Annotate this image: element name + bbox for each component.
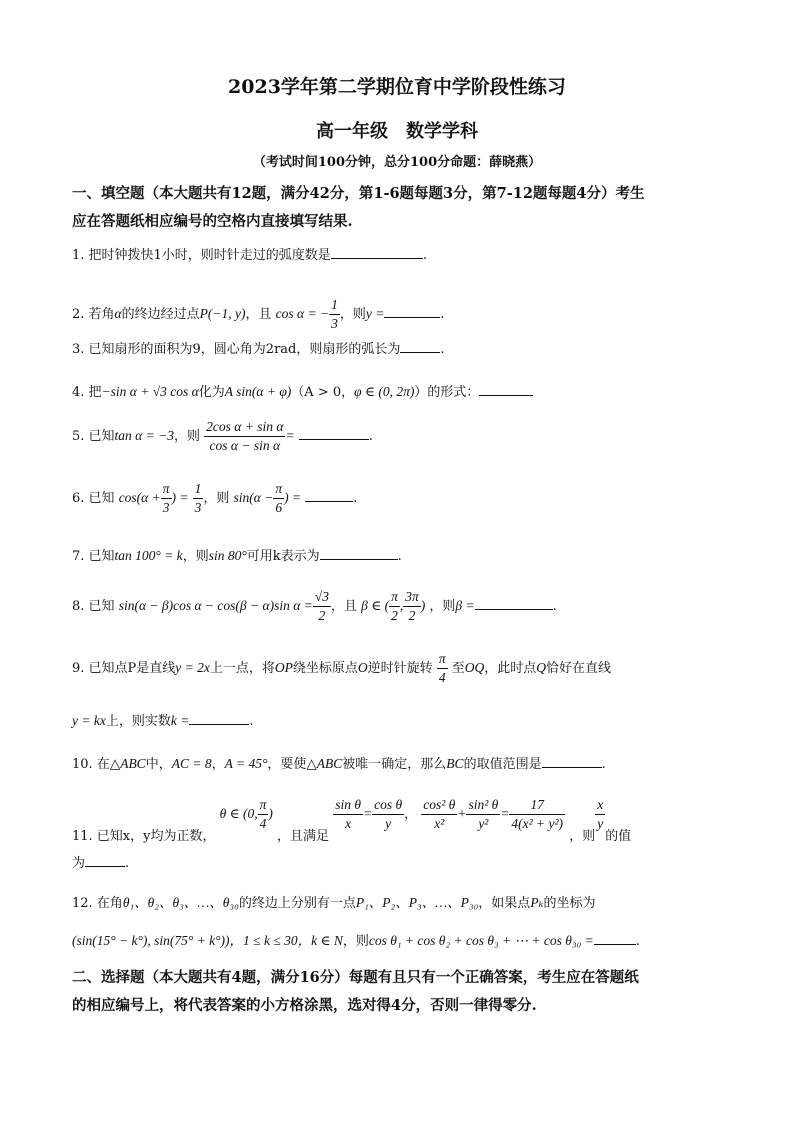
question-11 (72, 796, 732, 844)
text-fragment: π (389, 588, 400, 607)
question-9-line-2 (72, 710, 732, 732)
math-expression: sin 80° (208, 548, 247, 563)
math-expression: = (362, 806, 373, 821)
math-expression: = (500, 806, 510, 821)
section-fill-header: 一、填空题（本大题共有12题，满分42分，第1-6题每题3分，第7-12题每题4分）考生 应在答题纸相应编号的空格内直接填写结果. (72, 185, 645, 230)
text-fragment: 2. 若角 (72, 307, 115, 322)
math-fraction (466, 796, 500, 833)
question-11-line-2 (72, 852, 732, 874)
answer-blank[interactable] (384, 303, 440, 318)
text-fragment: 3π (403, 588, 421, 607)
text-fragment: 可用k表示为 (246, 549, 320, 564)
text-fragment: . (125, 856, 130, 871)
text-fragment: 恰好在直线 (546, 661, 612, 676)
question-9 (72, 650, 732, 687)
text-fragment: x² (434, 816, 445, 831)
math-expression: ，k ∈ N (297, 933, 343, 948)
text-fragment: ）的形式： (414, 385, 480, 400)
math-expression: (sin(15° − k°), sin(75° + k°)) (72, 933, 230, 948)
text-fragment: 逆时针旋转 (367, 661, 433, 676)
math-fraction (437, 650, 448, 687)
question-10 (72, 753, 732, 775)
text-fragment: . (440, 342, 445, 357)
text-fragment: ，则 (173, 429, 200, 444)
text-fragment: ，则 (429, 599, 456, 614)
text-fragment: 10. 在 (72, 757, 110, 772)
math-expression: Pₖ (530, 895, 544, 910)
text-fragment: ，则 (342, 934, 369, 949)
answer-blank[interactable] (299, 425, 369, 440)
text-fragment: 2 (391, 608, 398, 623)
math-fraction (421, 796, 457, 833)
math-fraction (313, 588, 331, 625)
math-expression: y = (365, 306, 385, 321)
answer-blank[interactable] (189, 710, 249, 725)
math-expression: cos(α + (118, 490, 161, 505)
math-fraction (595, 796, 605, 833)
question-12 (72, 893, 732, 914)
math-expression: cos α = − (275, 306, 330, 321)
text-fragment: . (249, 714, 254, 729)
text-fragment: . (368, 429, 373, 444)
text-fragment: . (353, 491, 358, 506)
text-fragment: x (595, 796, 605, 815)
text-fragment: cos² θ (421, 796, 457, 815)
math-fraction (161, 480, 172, 517)
text-fragment: 3. 已知扇形的面积为9，圆心角为2rad，则扇形的弧长为 (72, 342, 401, 357)
math-expression: P(−1, y) (199, 306, 246, 321)
math-fraction (389, 588, 400, 625)
answer-blank[interactable] (542, 753, 602, 768)
math-expression: ) (268, 806, 273, 821)
text-fragment: 3 (194, 500, 202, 515)
question-5 (72, 418, 732, 455)
answer-blank[interactable] (305, 487, 353, 502)
text-fragment: ，则 (203, 491, 230, 506)
answer-blank[interactable] (320, 545, 398, 560)
page-title: 2023学年第二学期位育中学阶段性练习 (228, 76, 566, 98)
answer-blank[interactable] (400, 338, 440, 353)
math-expression: y = kx (72, 713, 106, 728)
text-fragment: sin² θ (466, 796, 500, 815)
text-fragment: ，且 (245, 307, 272, 322)
text-fragment: 的取值范围是 (463, 757, 542, 772)
text-fragment: cos α − sin α (209, 438, 281, 453)
text-fragment: 上，则实数 (105, 714, 171, 729)
text-fragment: 8. 已知 (72, 599, 115, 614)
math-expression: ) = (284, 490, 302, 505)
text-fragment: 3 (331, 316, 338, 331)
question-7 (72, 545, 732, 567)
text-fragment: π (437, 650, 448, 669)
question-4 (72, 381, 732, 403)
question-3 (72, 338, 732, 360)
math-expression: −sin α + √3 cos α (101, 384, 199, 399)
math-expression: β ∈ ( (361, 598, 390, 613)
math-expression: tan 100° = k (114, 548, 183, 563)
text-fragment: 2cos α + sin α (204, 418, 285, 437)
answer-blank[interactable] (594, 930, 636, 945)
math-expression: θ₁、θ₂、θ₃、…、θ₃₀ (122, 895, 239, 910)
math-expression: , (399, 598, 404, 613)
text-fragment: . (422, 248, 427, 263)
math-expression: △ABC (306, 756, 343, 771)
text-fragment: π (258, 796, 269, 815)
math-expression: y = 2x (175, 660, 210, 675)
text-fragment: ，要使 (267, 757, 307, 772)
math-expression: θ ∈ (0, (219, 806, 258, 821)
text-fragment: 4(x² + y²) (511, 816, 564, 831)
text-fragment: 的终边上分别有一点 (238, 896, 356, 911)
math-fraction (329, 296, 340, 333)
answer-blank[interactable] (479, 381, 533, 396)
question-1 (72, 244, 732, 266)
math-fraction (273, 480, 284, 517)
math-expression: α (114, 306, 122, 321)
math-expression: △ABC (109, 756, 146, 771)
math-expression: + (457, 806, 467, 821)
math-expression: Q (536, 660, 547, 675)
text-fragment: 1 (193, 480, 204, 499)
text-fragment: ，如果点 (478, 896, 531, 911)
text-fragment: 2 (408, 608, 416, 623)
text-fragment: （A > 0， (291, 385, 355, 400)
text-fragment: 12. 在角 (72, 896, 123, 911)
text-fragment: 化为 (198, 385, 225, 400)
text-fragment: 17 (509, 796, 565, 815)
text-fragment: 至 (451, 661, 465, 676)
text-fragment: ，则 (569, 829, 596, 844)
exam-note: （考试时间100分钟，总分100分命题：薛晓燕） (252, 155, 542, 170)
text-fragment: 3 (162, 500, 170, 515)
math-expression: OQ (464, 660, 485, 675)
math-expression: P₁、P₂、P₃、…、P₃₀ (355, 895, 479, 910)
text-fragment: 的终边经过点 (121, 307, 200, 322)
answer-blank[interactable] (331, 244, 423, 259)
text-fragment: . (635, 934, 640, 949)
text-fragment: 绕坐标原点 (292, 661, 358, 676)
text-fragment: ，且满足 (277, 829, 330, 844)
text-fragment: √3 (313, 588, 331, 607)
question-8 (72, 588, 732, 625)
question-12-line-2 (72, 930, 732, 952)
text-fragment: 为 (72, 856, 86, 871)
text-fragment: 的值 (605, 829, 632, 844)
math-fraction (193, 480, 204, 517)
text-fragment: 4. 把 (72, 385, 102, 400)
text-fragment: π (161, 480, 172, 499)
math-expression: A = 45° (224, 756, 268, 771)
text-fragment: 2 (318, 608, 326, 623)
text-fragment: 的坐标为 (543, 896, 596, 911)
math-fraction (258, 796, 269, 833)
text-fragment: 1 (329, 296, 340, 315)
text-fragment: 9. 已知点P是直线 (72, 661, 176, 676)
text-fragment: 1. 把时钟拨快1小时，则时针走过的弧度数是 (72, 248, 331, 263)
question-2 (72, 296, 732, 333)
math-expression: sin(α − β)cos α − cos(β − α)sin α = (118, 598, 313, 613)
text-fragment: ， (404, 807, 418, 822)
section-choice-header: 二、选择题（本大题共有4题，满分16分）每题有且只有一个正确答案，考生应在答题纸 的相应编号上，将代表答案的小方格涂黑，选对得4分，否则一律得零分. (72, 969, 639, 1014)
question-6 (72, 480, 732, 517)
text-fragment: ，则 (339, 307, 366, 322)
math-expression: O (357, 660, 368, 675)
math-expression: ) = (171, 490, 189, 505)
math-expression: sin(α − (233, 490, 274, 505)
math-fraction (204, 418, 285, 455)
page-subtitle: 高一年级 数学学科 (316, 121, 478, 142)
math-expression: ，1 ≤ k ≤ 30 (229, 933, 298, 948)
text-fragment: 6. 已知 (72, 491, 115, 506)
text-fragment: 5. 已知 (72, 429, 115, 444)
math-expression: k = (170, 713, 190, 728)
text-fragment: 6 (275, 500, 283, 515)
math-expression: β = (455, 598, 475, 613)
math-fraction (403, 588, 421, 625)
text-fragment: ，且 (330, 599, 357, 614)
math-fraction (509, 796, 565, 833)
math-expression: OP (274, 660, 293, 675)
math-expression: tan α = −3 (114, 428, 174, 443)
text-fragment: . (601, 757, 606, 772)
math-fraction (372, 796, 404, 833)
text-fragment: y (385, 816, 392, 831)
text-fragment: ，此时点 (484, 661, 537, 676)
text-fragment: y² (478, 816, 489, 831)
math-expression: A sin(α + φ) (224, 384, 292, 399)
text-fragment: 11. 已知x，y均为正数， (72, 829, 216, 844)
text-fragment: 4 (438, 670, 446, 685)
text-fragment: ， (211, 757, 225, 772)
math-expression: ) (420, 598, 426, 613)
text-fragment: 4 (259, 816, 267, 831)
text-fragment: π (273, 480, 284, 499)
text-fragment: ，则 (182, 549, 209, 564)
text-fragment: 中， (145, 757, 172, 772)
text-fragment: x (345, 816, 352, 831)
math-expression: cos θ₁ + cos θ₂ + cos θ₃ + ⋯ + cos θ₃₀ = (368, 933, 594, 948)
text-fragment: 上一点，将 (209, 661, 275, 676)
math-expression: = (285, 428, 295, 443)
math-expression: AC = 8 (171, 756, 212, 771)
text-fragment: y (597, 816, 604, 831)
text-fragment: . (440, 307, 445, 322)
text-fragment: sin θ (333, 796, 363, 815)
math-fraction (333, 796, 363, 833)
math-expression: BC (446, 756, 464, 771)
answer-blank[interactable] (85, 852, 125, 867)
answer-blank[interactable] (475, 595, 553, 610)
text-fragment: cos θ (372, 796, 404, 815)
text-fragment: 被唯一确定，那么 (342, 757, 447, 772)
text-fragment: . (552, 599, 557, 614)
text-fragment: 7. 已知 (72, 549, 115, 564)
text-fragment: . (397, 549, 402, 564)
math-expression: φ ∈ (0, 2π) (354, 384, 415, 399)
